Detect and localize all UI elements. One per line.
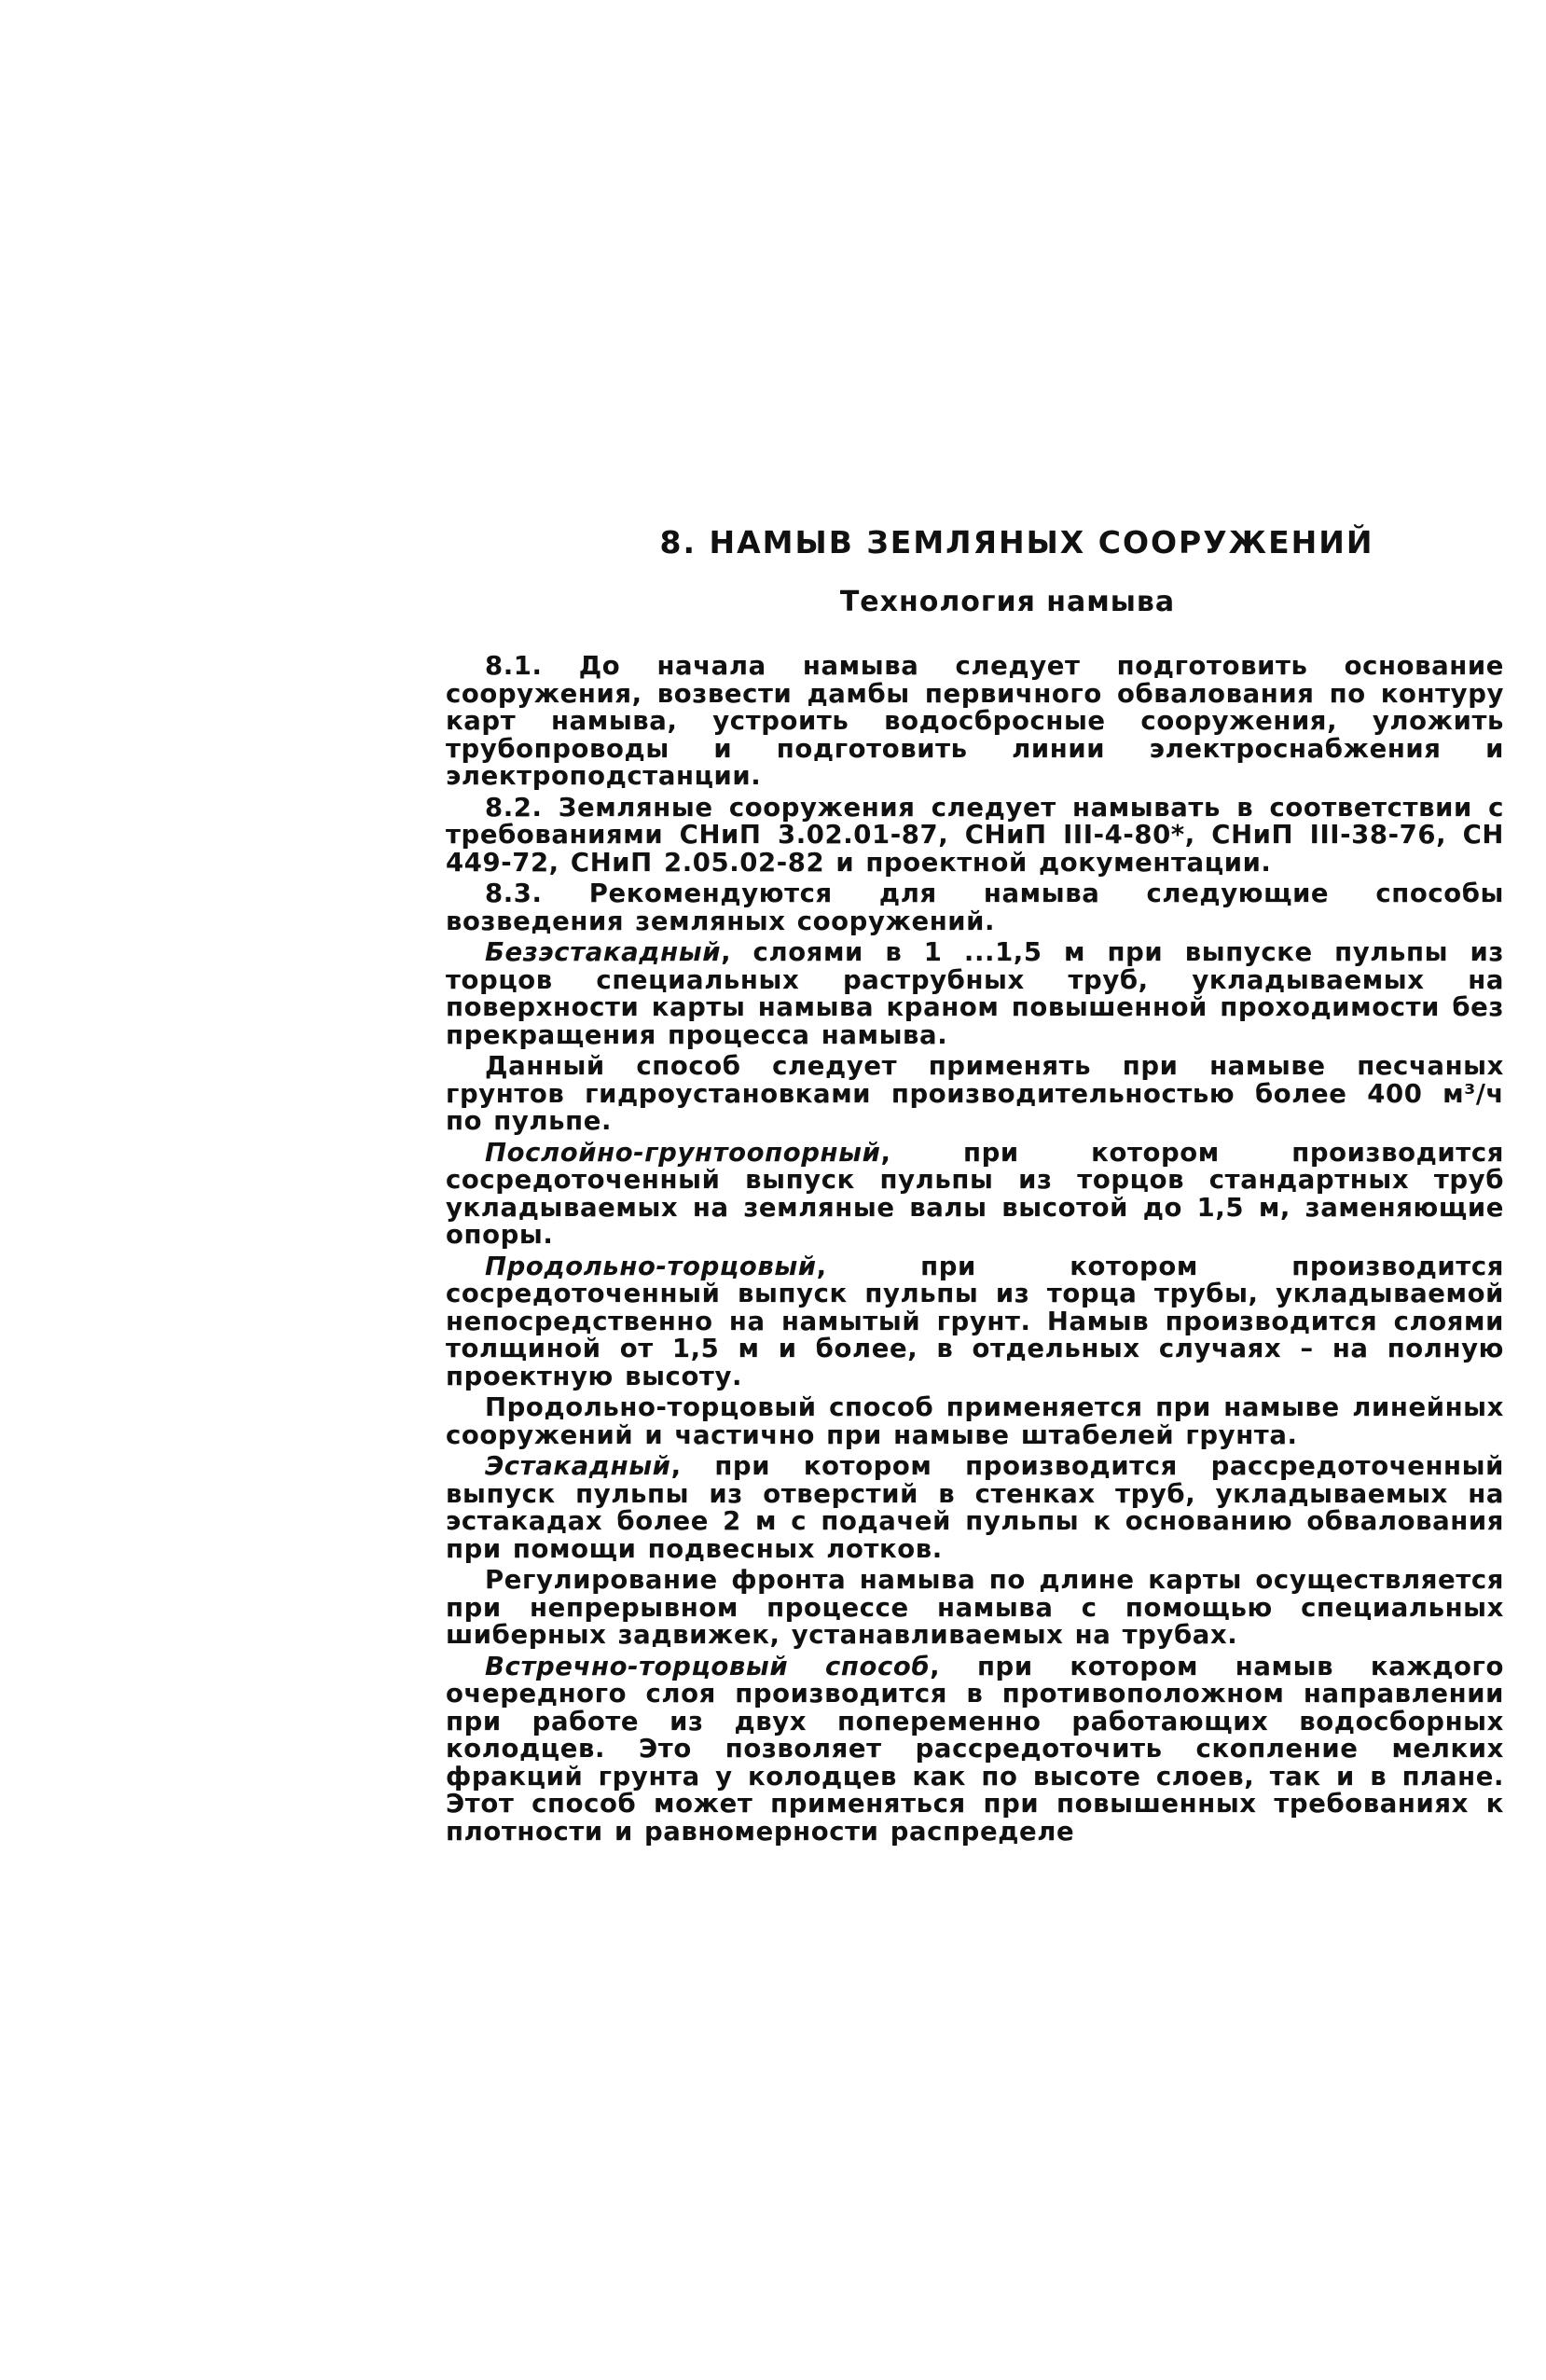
paragraph-method-counter xyxy=(446,1651,1504,1847)
paragraph-lead: Безэстакадный xyxy=(485,937,722,967)
paragraph-text: , при котором намыв каждого очередного слоя производится в противоположном направлении при работе из двух попеременно работающих водосборных колодцев. Это позволяет рассредоточить скопление мелких фракций грунта у колодцев как по высоте слоев, так и в плане. Этот способ может применяться при повышенных требованиях к плотности и равномерности распределе xyxy=(446,1651,1504,1847)
paragraph-lead: Эстакадный xyxy=(485,1451,671,1481)
paragraph-8-1 xyxy=(446,653,1504,791)
paragraph-text: Продольно-торцовый способ применяется при намыве линейных сооружений и частично при намыве штабелей грунта. xyxy=(446,1392,1504,1450)
paragraph-text: , слоями в 1 ...1,5 м при выпуске пульпы из торцов специальных раструбных труб, укладываемых на поверхности карты намыва краном повышенной проходимости без прекращения процесса намыва. xyxy=(446,937,1504,1050)
paragraph-text: , при котором производится сосредоточенный выпуск пульпы из торца трубы, укладываемой непосредственно на намытый грунт. Намыв производится слоями толщиной от 1,5 м и более, в отдельных случаях – на полную проектную высоту. xyxy=(446,1251,1504,1391)
paragraph-method-trestle xyxy=(446,1453,1504,1563)
paragraph-text: 8.1. До начала намыва следует подготовить основание сооружения, возвести дамбы первичного обвалования по контуру карт намыва, устроить водосбросные сооружения, уложить трубопроводы и подготовить линии электроснабжения и электроподстанции. xyxy=(446,651,1504,791)
paragraph-text: Регулирование фронта намыва по длине карты осуществляется при непрерывном процессе намыва с помощью специальных шиберных задвижек, устанавливаемых на трубах. xyxy=(446,1565,1504,1650)
paragraph-8-3 xyxy=(446,880,1504,935)
text-column xyxy=(446,522,1504,1849)
paragraph-lead: Встречно-торцовый способ xyxy=(485,1651,931,1681)
paragraph-text: , при котором производится сосредоточенный выпуск пульпы из торцов стандартных труб укладываемых на земляные валы высотой до 1,5 м, заменяющие опоры. xyxy=(446,1137,1504,1250)
paragraph-method-longitudinal xyxy=(446,1253,1504,1391)
paragraph-method-no-trestle xyxy=(446,939,1504,1049)
paragraph-8-2 xyxy=(446,792,1504,878)
paragraph-method-longitudinal-use xyxy=(446,1394,1504,1449)
paragraph-text: Данный способ следует применять при намыве песчаных грунтов гидроустановками производительностью более 400 м³/ч по пульпе. xyxy=(446,1051,1504,1136)
paragraph-method-note xyxy=(446,1053,1504,1136)
paragraph-text: 8.2. Земляные сооружения следует намывать в соответствии с требованиями СНиП 3.02.01-87, СНиП III-4-80*, СНиП III-38-76, СН 449-72, СНиП 2.05.02-82 и проектной документации. xyxy=(446,792,1504,878)
paragraph-lead: Послойно-грунтоопорный xyxy=(485,1137,881,1168)
paragraph-method-layered xyxy=(446,1137,1504,1250)
paragraph-text: , при котором производится рассредоточенный выпуск пульпы из отверстий в стенках труб, укладываемых на эстакадах более 2 м с подачей пульпы к основанию обвалования при помощи подвесных лотков. xyxy=(446,1451,1504,1564)
paragraph-lead: Продольно-торцовый xyxy=(485,1251,817,1281)
section-subtitle: Технология намыва xyxy=(839,586,1176,618)
paragraph-front-regulation xyxy=(446,1567,1504,1650)
paragraph-text: 8.3. Рекомендуются для намыва следующие способы возведения земляных сооружений. xyxy=(446,879,1504,936)
section-title: 8. НАМЫВ ЗЕМЛЯНЫХ СООРУЖЕНИЙ xyxy=(659,524,1374,560)
